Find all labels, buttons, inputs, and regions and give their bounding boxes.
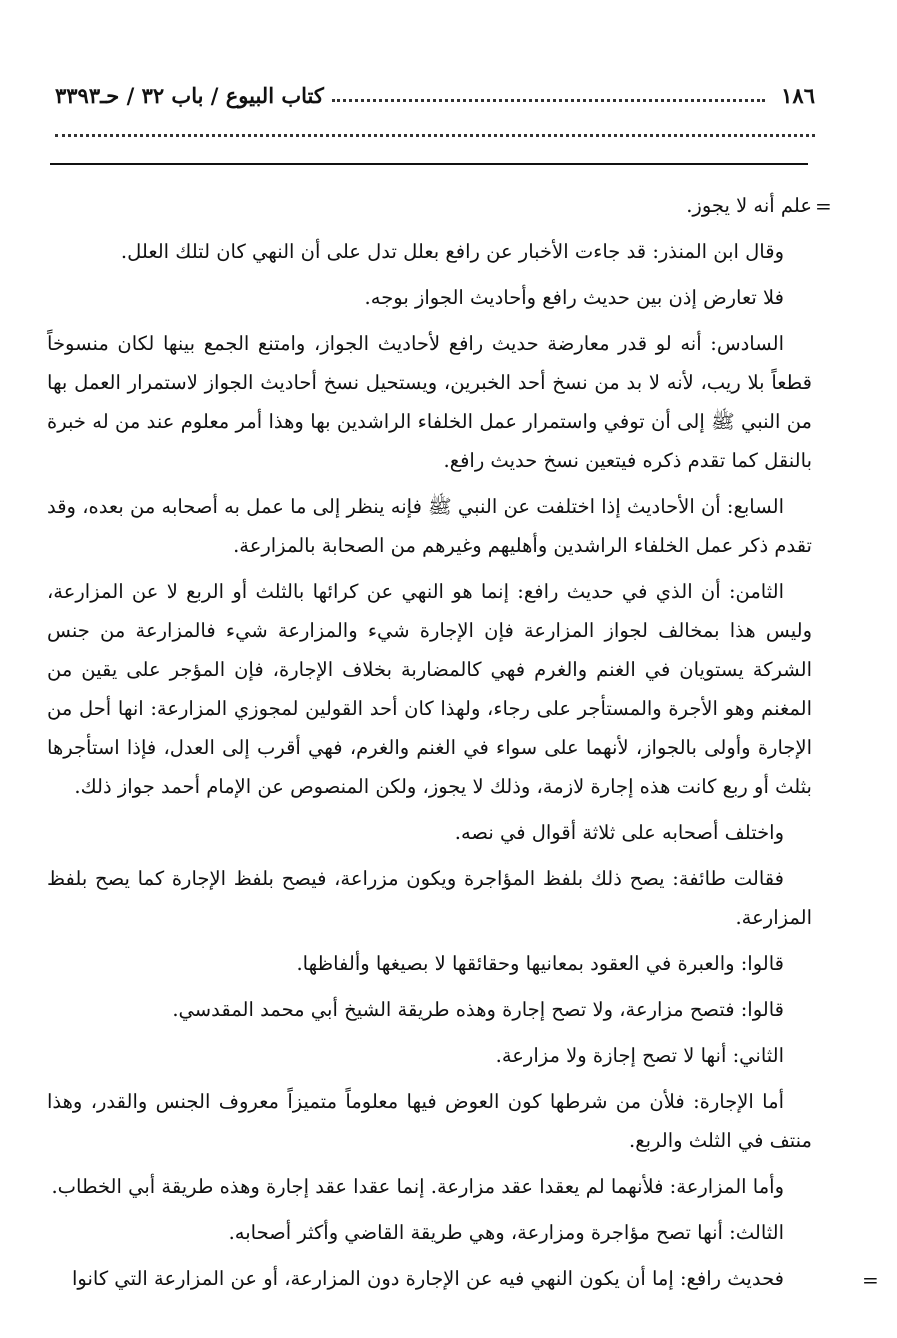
paragraph: وقال ابن المنذر: قد جاءت الأخبار عن رافع بعلل تدل على أن النهي كان لتلك العلل. <box>120 240 784 263</box>
page-number: ١٨٦ <box>781 82 815 108</box>
paragraph: واختلف أصحابه على ثلاثة أقوال في نصه. <box>454 821 784 844</box>
dotted-divider <box>55 134 815 137</box>
paragraph: فلا تعارض إذن بين حديث رافع وأحاديث الجواز بوجه. <box>364 286 784 309</box>
header-dot-leader <box>332 99 765 102</box>
paragraph: الثامن: أن الذي في حديث رافع: إنما هو النهي عن كرائها بالثلث أو الربع لا عن المزارعة، وليس هذا بمخالف لجواز المزارعة فإن الإجارة شيء والمزارعة شيء فالمزارعة من جنس الشركة يستويان في الغنم والغرم فهي كالمضاربة بخلاف الإجارة، فإن المؤجر على يقين من المغنم وهو الأجرة والمستأجر على رجاء، ولهذا كان أحد القولين لمجوزي المزارعة: انها أحل من الإجارة وأولى بالجواز، لأنهما على سواء في الغنم والغرم، فهي أقرب إلى العدل، فإذا استأجرها بثلث أو ربع كانت هذه إجارة لازمة، وذلك لا يجوز، ولكن المنصوص عن الإمام أحمد جواز ذلك. <box>47 580 812 798</box>
paragraph: قالوا: فتصح مزارعة، ولا تصح إجارة وهذه طريقة الشيخ أبي محمد المقدسي. <box>172 998 784 1021</box>
paragraph: الثالث: أنها تصح مؤاجرة ومزارعة، وهي طريقة القاضي وأكثر أصحابه. <box>228 1221 784 1244</box>
continuation-mark-bottom: = <box>862 1268 879 1292</box>
paragraph: السابع: أن الأحاديث إذا اختلفت عن النبي ﷺ فإنه ينظر إلى ما عمل به أصحابه من بعده، وقد تقدم ذكر عمل الخلفاء الراشدين وأهليهم وغيرهم من الصحابة بالمزارعة. <box>47 495 812 557</box>
paragraph: الثاني: أنها لا تصح إجازة ولا مزارعة. <box>495 1044 784 1067</box>
continuation-mark-top: = <box>815 194 832 218</box>
paragraph: السادس: أنه لو قدر معارضة حديث رافع لأحاديث الجواز، وامتنع الجمع بينها لكان منسوخاً قطعاً بلا ريب، لأنه لا بد من نسخ أحد الخبرين، ويستحيل نسخ أحاديث الجواز لاستمرار العمل بها من النبي ﷺ إلى أن توفي واستمرار عمل الخلفاء الراشدين بها وهذا أمر معلوم عند من له خبرة بالنقل كما تقدم ذكره فيتعين نسخ حديث رافع. <box>47 332 812 472</box>
paragraph: علم أنه لا يجوز. <box>686 194 812 217</box>
paragraph: وأما المزارعة: فلأنهما لم يعقدا عقد مزارعة. إنما عقدا عقد إجارة وهذه طريقة أبي الخطاب. <box>51 1175 784 1198</box>
paragraph: أما الإجارة: فلأن من شرطها كون العوض فيها معلوماً متميزاً معروف الجنس والقدر، وهذا منتف في الثلث والربع. <box>47 1090 812 1152</box>
paragraph: فقالت طائفة: يصح ذلك بلفظ المؤاجرة ويكون مزراعة، فيصح بلفظ الإجارة كما يصح بلفظ المزارعة. <box>47 867 812 929</box>
solid-divider <box>50 163 808 165</box>
paragraph: فحديث رافع: إما أن يكون النهي فيه عن الإجارة دون المزارعة، أو عن المزارعة التي كانوا <box>71 1267 784 1290</box>
page-header <box>55 78 815 112</box>
page-body <box>47 186 812 1305</box>
paragraph: قالوا: والعبرة في العقود بمعانيها وحقائقها لا بصيغها وألفاظها. <box>296 952 784 975</box>
running-title: كتاب البيوع / باب ٣٢ / حـ٣٣٩٣ <box>55 82 324 108</box>
